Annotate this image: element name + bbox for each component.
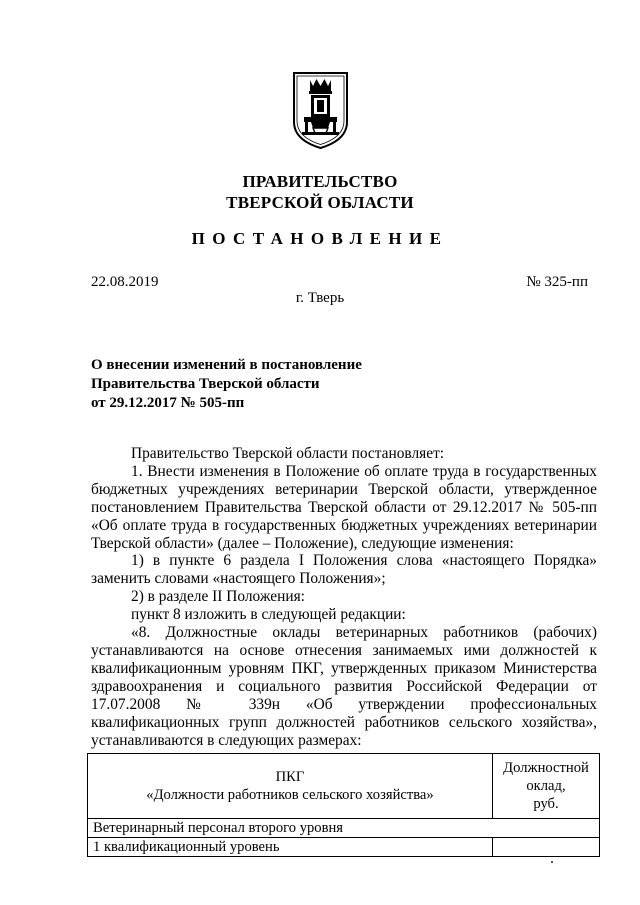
body-paragraph: 1) в пункте 6 раздела I Положения слова «настоящего Порядка» заменить словами «настоящего Положения»; [91, 552, 597, 588]
document-city: г. Тверь [295, 290, 345, 306]
government-title-line2: ТВЕРСКОЙ ОБЛАСТИ [226, 193, 414, 212]
table-header-row [88, 754, 600, 819]
table-cell [493, 838, 600, 857]
table-row [88, 838, 600, 857]
document-subject [91, 356, 411, 413]
coat-of-arms-icon [291, 70, 350, 150]
subject-line: от 29.12.2017 № 505-пп [91, 395, 245, 411]
body-paragraph: 1. Внести изменения в Положение об оплате труда в государственных бюджетных учреждениях ветеринарии Тверской области, утвержденное постановлением Правительства Тверской области от 29.12.2017 № 505-пп «Об оплате труда в государственных бюджетных учреждениях ветеринарии Тверской области» (далее – Положение), следующие изменения: [91, 462, 597, 552]
header-text: ПКГ [275, 769, 305, 785]
table-cell: Ветеринарный персонал второго уровня [88, 819, 600, 838]
body-paragraph: «8. Должностные оклады ветеринарных работников (рабочих) устанавливаются на основе отнесения занимаемых ими должностей к квалификационным уровням ПКГ, утвержденных приказом Министерства здравоохранения и социального развития Российской Федерации от 17.07.2008 № 339н «Об утверждении профессиональных квалификационных групп должностей работников сельского хозяйства», устанавливаются в следующих размерах: [91, 624, 597, 749]
table-header-pkg [88, 754, 493, 819]
scan-speck [551, 861, 553, 863]
salary-table [87, 753, 600, 857]
document-body [91, 445, 597, 749]
document-date: 22.08.2019 [91, 274, 159, 290]
table-row [88, 819, 600, 838]
table-header-salary [493, 754, 600, 819]
body-paragraph: Правительство Тверской области постановляет: [131, 445, 445, 462]
header-text: оклад, [526, 778, 566, 794]
header-text: Должностной [503, 760, 589, 776]
document-number: № 325-пп [526, 274, 588, 290]
table-cell: 1 квалификационный уровень [88, 838, 493, 857]
body-paragraph: пункт 8 изложить в следующей редакции: [131, 606, 406, 624]
government-title-line1: ПРАВИТЕЛЬСТВО [242, 172, 398, 191]
subject-line: О внесении изменений в постановление [91, 357, 362, 373]
document-type-heading: ПОСТАНОВЛЕНИЕ [191, 229, 449, 248]
header-text: «Должности работников сельского хозяйства» [146, 787, 434, 803]
subject-line: Правительства Тверской области [91, 376, 320, 392]
header-text: руб. [533, 796, 559, 812]
body-paragraph: 2) в разделе II Положения: [131, 588, 305, 606]
